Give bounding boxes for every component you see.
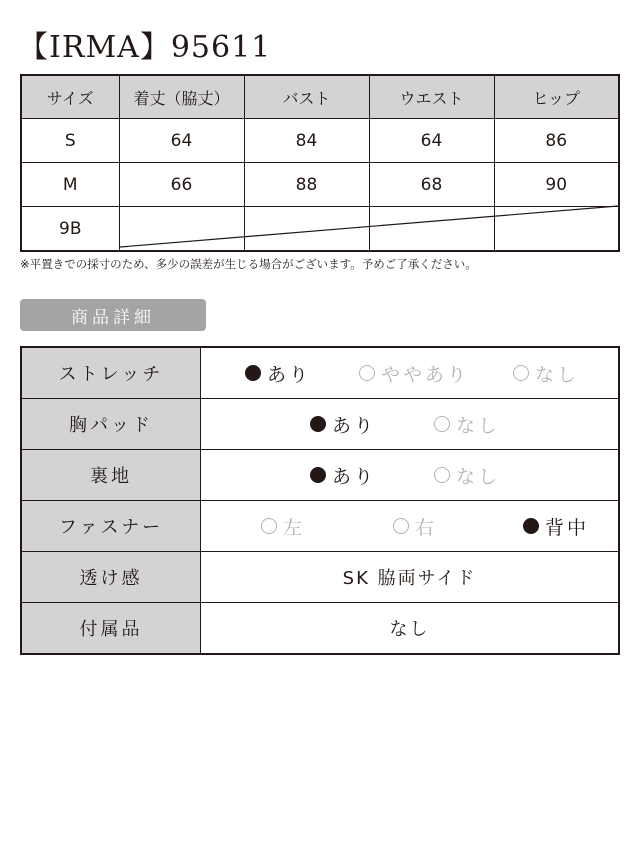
- header-hip: ヒップ: [494, 75, 619, 119]
- empty-circle-icon: [359, 365, 375, 381]
- detail-table: [20, 346, 620, 655]
- detail-row-lining: [21, 450, 619, 501]
- filled-circle-icon: [245, 365, 261, 381]
- length-s: 64: [119, 119, 244, 163]
- detail-label: 透け感: [21, 552, 201, 603]
- header-waist: ウエスト: [369, 75, 494, 119]
- hip-s: 86: [494, 119, 619, 163]
- page-title: 【IRMA】95611: [18, 30, 272, 65]
- header-length: 着丈（脇丈）: [119, 75, 244, 119]
- size-m: M: [21, 163, 119, 207]
- option-item: あり: [310, 411, 376, 438]
- empty-circle-icon: [261, 518, 277, 534]
- option-item: 左: [261, 513, 305, 540]
- detail-row-sheerness: [21, 552, 619, 603]
- size-table-header: [21, 75, 619, 119]
- filled-circle-icon: [310, 467, 326, 483]
- length-m: 66: [119, 163, 244, 207]
- detail-label: 付属品: [21, 603, 201, 655]
- detail-label: 胸パッド: [21, 399, 201, 450]
- length-9b: [119, 207, 244, 252]
- table-row: [21, 207, 619, 252]
- waist-m: 68: [369, 163, 494, 207]
- size-s: S: [21, 119, 119, 163]
- detail-options: [201, 347, 620, 399]
- bust-m: 88: [244, 163, 369, 207]
- header-size: サイズ: [21, 75, 119, 119]
- option-item: なし: [434, 462, 500, 489]
- detail-options: [201, 399, 620, 450]
- size-9b: 9B: [21, 207, 119, 252]
- detail-options: [201, 450, 620, 501]
- detail-value: SK 脇両サイド: [201, 552, 620, 603]
- hip-9b: [494, 207, 619, 252]
- header-bust: バスト: [244, 75, 369, 119]
- detail-row-zipper: [21, 501, 619, 552]
- bust-s: 84: [244, 119, 369, 163]
- detail-label: 裏地: [21, 450, 201, 501]
- table-row: [21, 119, 619, 163]
- detail-label: ストレッチ: [21, 347, 201, 399]
- filled-circle-icon: [310, 416, 326, 432]
- waist-9b: [369, 207, 494, 252]
- option-item: ややあり: [359, 360, 469, 387]
- detail-row-bust-pad: [21, 399, 619, 450]
- option-item: なし: [513, 360, 579, 387]
- detail-row-stretch: [21, 347, 619, 399]
- size-table: [20, 74, 620, 252]
- empty-circle-icon: [434, 467, 450, 483]
- option-item: 右: [393, 513, 437, 540]
- filled-circle-icon: [523, 518, 539, 534]
- detail-label: ファスナー: [21, 501, 201, 552]
- option-item: なし: [434, 411, 500, 438]
- option-item: あり: [245, 360, 311, 387]
- table-row: [21, 163, 619, 207]
- bust-9b: [244, 207, 369, 252]
- waist-s: 64: [369, 119, 494, 163]
- detail-options: [201, 501, 620, 552]
- detail-value: なし: [201, 603, 620, 655]
- empty-circle-icon: [393, 518, 409, 534]
- option-item: 背中: [523, 513, 589, 540]
- option-item: あり: [310, 462, 376, 489]
- measurement-note: ※平置きでの採寸のため、多少の誤差が生じる場合がございます。予めご了承ください。: [20, 257, 477, 271]
- empty-circle-icon: [513, 365, 529, 381]
- empty-circle-icon: [434, 416, 450, 432]
- section-title-badge: 商品詳細: [20, 299, 206, 331]
- detail-row-accessories: [21, 603, 619, 655]
- hip-m: 90: [494, 163, 619, 207]
